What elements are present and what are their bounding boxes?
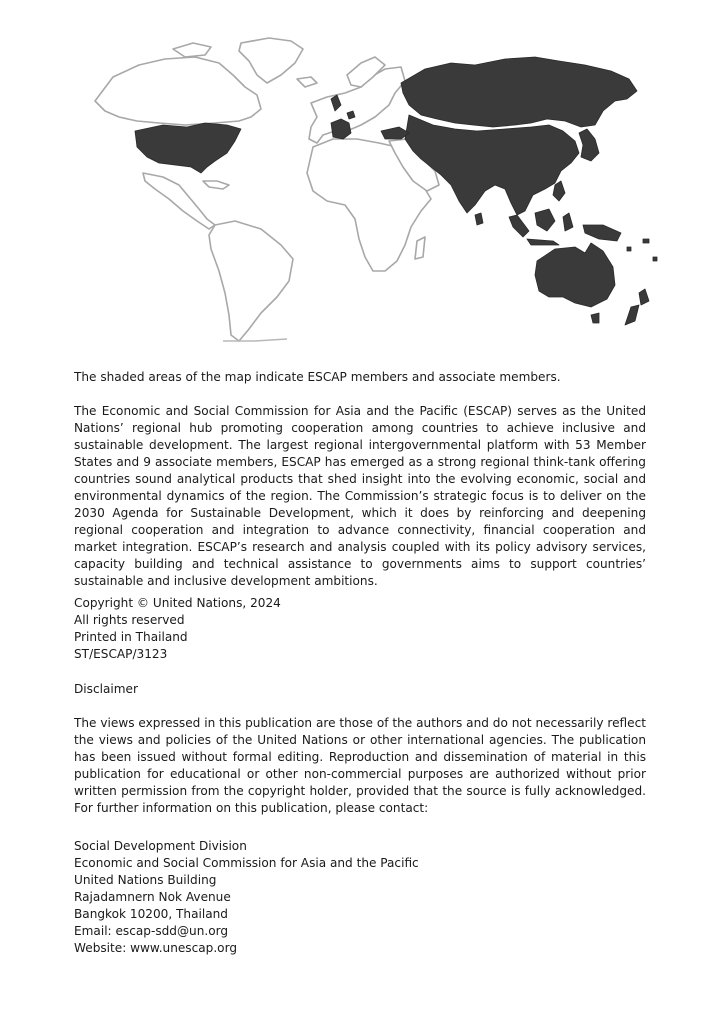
map-sri-lanka (475, 213, 483, 225)
map-tasmania (591, 313, 599, 323)
disclaimer-heading-text: Disclaimer (74, 682, 138, 696)
disclaimer-body (74, 715, 646, 817)
disclaimer-heading (74, 681, 646, 698)
contact-email[interactable]: Email: escap-sdd@un.org (74, 924, 229, 938)
contact-block (74, 838, 646, 957)
contact-city: Bangkok 10200, Thailand (74, 907, 228, 921)
escap-description-text: The Economic and Social Commission for Asia and the Pacific (ESCAP) serves as the United Nations’ regional hub promoting cooperation among countries to achieve inclusive and sustainable development. The largest regional intergovernmental platform with 53 Member States and 9 associate members, ESCAP has emerged as a strong regional think-tank offering countries sound analytical products that shed insight into the evolving economic, social and environmental dynamics of the region. The Commission’s strategic focus is to deliver on the 2030 Agenda for Sustainable Development, which it does by reinforcing and deepening regional cooperation and integration to advance connectivity, financial cooperation and market integration. ESCAP’s research and analysis coupled with its policy advisory services, capacity building and technical assistance to governments aims to support countries’ sustainable and inclusive development ambitions. (74, 404, 646, 588)
map-iceland (297, 77, 317, 87)
rights-reserved-line: All rights reserved (74, 613, 185, 627)
escap-description (74, 403, 646, 590)
map-caption-text: The shaded areas of the map indicate ESCAP members and associate members. (74, 370, 561, 384)
map-antarctica-scrap (223, 339, 287, 341)
map-papua (583, 225, 621, 241)
disclaimer-body-text: The views expressed in this publication are those of the authors and do not necessarily reflect the views and policies of the United Nations or other international agencies. The publication has been issued without formal editing. Reproduction and dissemination of material in this publication for educational or other non-commercial purposes are authorized without prior written permission from the copyright holder, provided that the source is fully acknowledged. For further information on this publication, please contact: (74, 716, 646, 815)
contact-building: United Nations Building (74, 873, 217, 887)
document-symbol: ST/ESCAP/3123 (74, 647, 168, 661)
map-australia (535, 243, 615, 307)
map-pacific-islands (627, 239, 657, 261)
map-canada (95, 57, 261, 125)
map-philippines (553, 181, 565, 201)
map-south-america (209, 221, 293, 341)
map-indonesia-sumatra (509, 215, 529, 237)
contact-division: Social Development Division (74, 839, 247, 853)
map-russia-asia (401, 57, 637, 127)
printed-in-line: Printed in Thailand (74, 630, 188, 644)
map-new-zealand (625, 289, 649, 325)
map-indonesia-java (527, 239, 559, 245)
map-turkey (381, 127, 409, 139)
map-usa (135, 123, 241, 173)
map-japan (579, 129, 599, 161)
contact-street: Rajadamnern Nok Avenue (74, 890, 231, 904)
map-madagascar (415, 237, 425, 259)
map-netherlands (347, 111, 355, 119)
map-caribbean (203, 181, 229, 189)
map-canada-islands (173, 43, 211, 57)
map-indonesia-borneo (535, 209, 555, 231)
map-caption (74, 369, 646, 386)
rights-block (74, 595, 646, 663)
copyright-line: Copyright © United Nations, 2024 (74, 596, 281, 610)
contact-website[interactable]: Website: www.unescap.org (74, 941, 238, 955)
map-greenland (239, 38, 303, 83)
contact-organization: Economic and Social Commission for Asia and the Pacific (74, 856, 419, 870)
world-map (55, 35, 667, 345)
map-sulawesi (563, 213, 573, 231)
